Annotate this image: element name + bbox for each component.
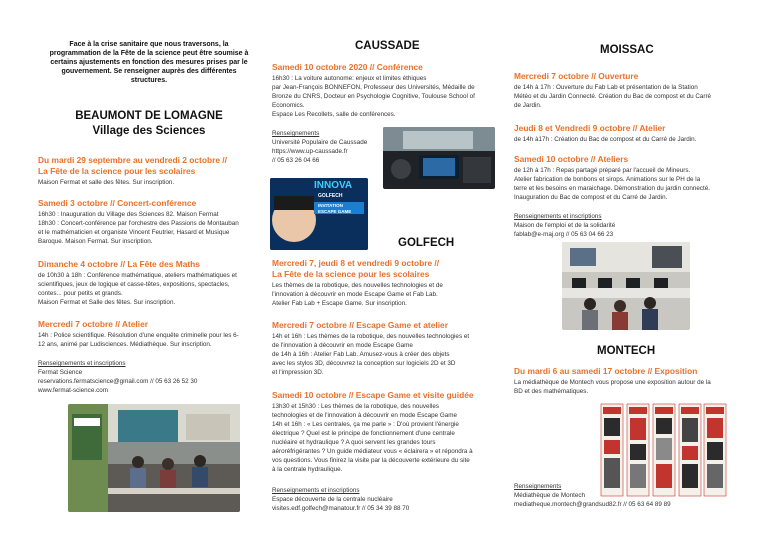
email-link[interactable]: reservations.fermatscience@gmail.com // 05 63 26 52 30 [38, 378, 198, 385]
event-text: l'innovation à découvrir en mode Escape Game et Fab Lab. [272, 291, 438, 298]
event-heading: Jeudi 8 et Vendredi 9 octobre // Atelier [514, 123, 666, 133]
info-text: Médiathèque de Montech [514, 492, 586, 499]
phone-text: // 05 63 26 04 66 [272, 157, 320, 164]
event-text: 14h : Police scientifique. Résolution d'une enquête criminelle pour les 6- [38, 332, 239, 339]
event-text: Inauguration du Bac de compost et du Carré de Jardin. [514, 194, 668, 201]
event-text: Espace Les Recollets, salle de conférences. [272, 111, 396, 118]
event-text: de 10h30 à 18h : Conférence mathématique, ateliers mathématiques et [38, 272, 237, 279]
innova-poster [270, 178, 368, 250]
event-text: BD et des mathématiques. [514, 388, 589, 395]
event-text: 16h30 : Inauguration du Village des Sciences 82. Maison Fermat [38, 211, 219, 218]
event-text: La médiathèque de Montech vous propose une exposition autour de la [514, 379, 711, 386]
event-text: technologies et de l'innovation à découvrir en mode Escape Game [272, 412, 457, 419]
info-label: Renseignements [514, 483, 562, 490]
info-label: Renseignements et inscriptions [514, 213, 602, 220]
event-text: avec les stylos 3D, découvrez la conception sur logiciels 2D et 3D [272, 360, 456, 367]
notice-line: certains ajustements en fonction des mesures prises par le [50, 59, 248, 66]
event-text: Economics. [272, 102, 305, 109]
event-text: vos questions. Vous finirez la visite par la découverte extérieure du site [272, 457, 470, 464]
village-photo [68, 404, 240, 512]
email-link[interactable]: fablab@e-maj.org // 05 63 04 66 23 [514, 231, 614, 238]
event-heading: Samedi 10 octobre 2020 // Conférence [272, 62, 423, 72]
event-heading: Mercredi 7 octobre // Ouverture [514, 71, 639, 81]
event-text: à la centrale hydraulique. [272, 466, 343, 473]
beaumont-title: BEAUMONT DE LOMAGNE [75, 110, 223, 122]
info-text: Université Populaire de Caussade [272, 139, 368, 146]
event-text: 14h et 16h : « Les centrales, ça me parle » : D'où provient l'énergie [272, 421, 459, 428]
event-heading: La Fête de la science pour les scolaires [38, 166, 196, 176]
event-text: 12 ans, animé par Ludisciences. Médiathèque. Sur inscription. [38, 341, 212, 348]
event-heading: Dimanche 4 octobre // La Fête des Maths [38, 259, 200, 269]
event-text: de 14h à 17h : Ouverture du Fab Lab et présentation de la Station [514, 84, 698, 91]
event-text: Météo et du Jardin Connecté. Création du Bac de compost et du Carré [514, 93, 712, 100]
event-text: Atelier Fab Lab + Escape Game. Sur inscription. [272, 300, 407, 307]
event-text: 18h30 : Concert-conférence par l'orchestre des Passions de Montauban [38, 220, 239, 227]
info-label: Renseignements [272, 130, 320, 137]
event-heading: Mercredi 7, jeudi 8 et vendredi 9 octobre // [272, 258, 440, 268]
event-heading: Mercredi 7 octobre // Escape Game et atelier [272, 320, 448, 330]
event-heading: Du mardi 6 au samedi 17 octobre // Exposition [514, 366, 698, 376]
poster-subtitle: GOLFECH [318, 193, 343, 199]
event-text: nucléaire et hydraulique ? A quoi servent les grandes tours [272, 439, 436, 446]
event-heading: Samedi 3 octobre // Concert-conférence [38, 198, 197, 208]
caussade-title: CAUSSADE [355, 40, 420, 52]
event-text: de l'innovation à découvrir en mode Escape Game [272, 342, 413, 349]
fablab-photo [562, 242, 690, 330]
website-link[interactable]: https://www.up-caussade.fr [272, 148, 348, 155]
event-heading: Du mardi 29 septembre au vendredi 2 octobre // [38, 155, 227, 165]
info-text: Maison de l'emploi et de la solidarité [514, 222, 616, 229]
event-heading: Samedi 10 octobre // Ateliers [514, 154, 629, 164]
event-text: terre et les besoins en maraichage. Démonstration du jardin connecté. [514, 185, 711, 192]
exhibition-posters [600, 402, 728, 498]
event-text: et l'impression 3D. [272, 369, 324, 376]
email-link[interactable]: mediatheque.montech@grandsud82.fr // 05 63 64 89 89 [514, 501, 671, 508]
autonomous-car-photo [383, 127, 495, 189]
poster-line: ESCAPE GAME [318, 209, 352, 214]
event-heading: Samedi 10 octobre // Escape Game et visite guidée [272, 390, 474, 400]
event-text: Maison Fermat et salle des fêtes. Sur inscription. [38, 179, 175, 186]
poster-line: INVITATION [318, 203, 343, 208]
event-text: scientifiques, jeux de logique et casse-têtes, expositions, spectacles, [38, 281, 230, 288]
event-text: aéroréfrigérantes ? Un guide médiateur vous « éclairera » et répondra à [272, 448, 473, 455]
event-text: Maison Fermat et Salle des fêtes. Sur inscription. [38, 299, 176, 306]
event-text: 16h30 : La voiture autonome: enjeux et limites éthiques [272, 75, 427, 82]
event-text: électrique ? Quel est le principe de fonctionnement d'une centrale [272, 430, 455, 437]
event-text: par Jean-François BONNEFON, Professeur des Universités, Médaille de [272, 84, 475, 91]
moissac-title: MOISSAC [600, 44, 654, 56]
event-text: de 14h à17h : Création du Bac de compost et du Carré de Jardin. [514, 136, 697, 143]
email-link[interactable]: visites.edf.golfech@manatour.fr // 05 34 39 88 70 [272, 505, 410, 512]
event-text: contes... pour petits et grands. [38, 290, 123, 297]
event-text: de Jardin. [514, 102, 542, 109]
poster-title: INNOVA [314, 180, 353, 191]
golfech-title: GOLFECH [398, 237, 455, 249]
event-text: 14h et 16h : Les thèmes de la robotique, des nouvelles technologies et [272, 333, 470, 340]
event-text: Baroque. Maison Fermat. Sur inscription. [38, 238, 153, 245]
info-label: Renseignements et inscriptions [38, 360, 126, 367]
notice-line: structures. [130, 77, 168, 84]
info-text: Espace découverte de la centrale nucléaire [272, 496, 393, 503]
notice-line: programmation de la Fête de la science peut être soumise à [49, 50, 249, 57]
event-text: de 12h à 17h : Repas partagé préparé par l'accueil de Mineurs. [514, 167, 691, 174]
event-heading: Mercredi 7 octobre // Atelier [38, 319, 148, 329]
notice-line: Face à la crise sanitaire que nous traversons, la [69, 41, 229, 48]
event-text: Atelier fabrication de bonbons et sirops. Animations sur le PH de la [514, 176, 701, 183]
village-title: Village des Sciences [92, 125, 206, 137]
event-text: de 14h à 16h : Atelier Fab Lab. Amusez-vous à créer des objets [272, 351, 450, 358]
event-text: et le mathématicien et organiste Vincent Feutrier, Hasard et Musique [38, 229, 230, 236]
info-text: Fermat Science [38, 369, 83, 376]
montech-title: MONTECH [597, 345, 656, 357]
event-heading: La Fête de la science pour les scolaires [272, 269, 430, 279]
event-text: Les thèmes de la robotique, des nouvelles technologies et de [272, 282, 443, 289]
event-text: 13h30 et 15h30 : Les thèmes de la robotique, des nouvelles [272, 403, 439, 410]
website-link[interactable]: www.fermat-science.com [38, 387, 108, 394]
notice-line: gouvernement. Se renseigner auprès des différentes [61, 68, 237, 75]
info-label: Renseignements et inscriptions [272, 487, 360, 494]
event-text: Bronze du CNRS, Docteur en Psychologie Cognitive, Toulouse School of [272, 93, 475, 100]
